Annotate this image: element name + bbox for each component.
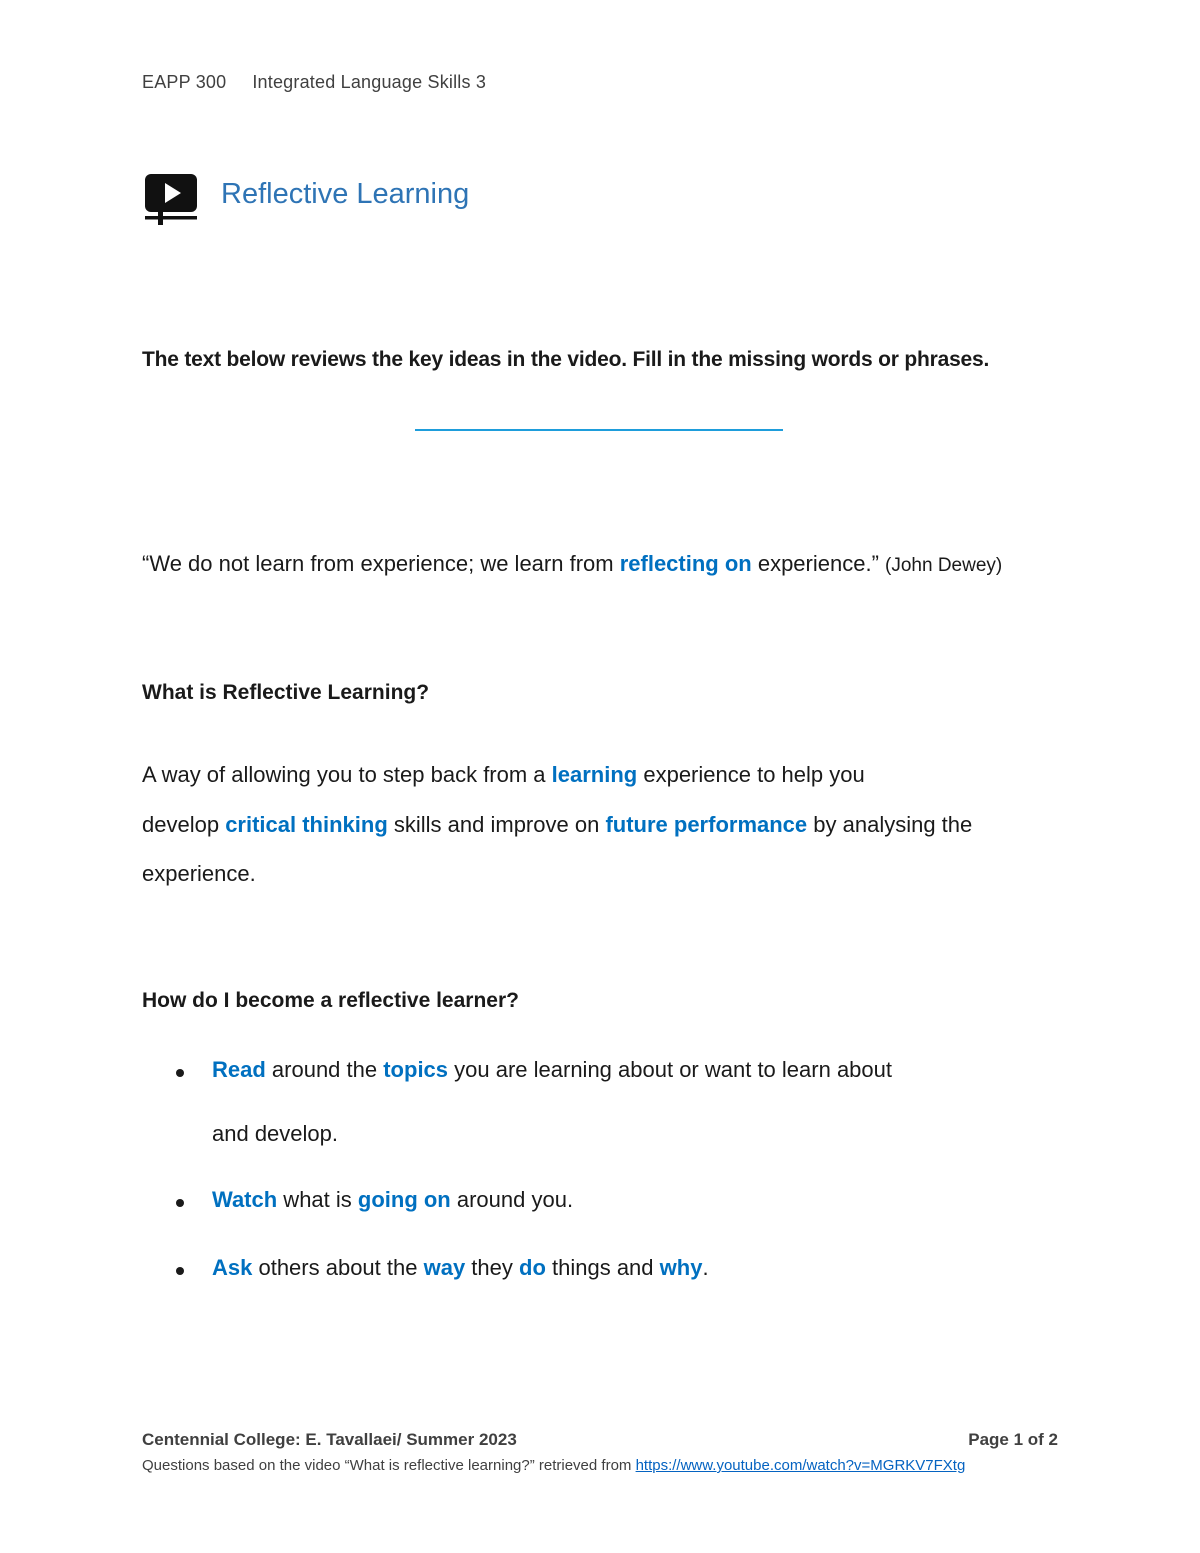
def-answer-future-performance: future performance [605, 811, 808, 837]
video-play-icon [142, 172, 200, 228]
item-text: and develop. [212, 1121, 338, 1146]
answer-topics: topics [383, 1057, 449, 1082]
item-text: . [702, 1255, 709, 1280]
item-text: around the [265, 1057, 384, 1082]
quote-attribution: (John Dewey) [885, 555, 1003, 576]
answer-why: why [659, 1255, 703, 1280]
course-code: EAPP 300 [142, 72, 227, 92]
footer-credit: Centennial College: E. Tavallaei/ Summer 2023 [142, 1430, 517, 1449]
answer-do: do [519, 1255, 546, 1280]
def-text-2: experience to help you [637, 762, 865, 787]
section-heading-what: What is Reflective Learning? [142, 681, 430, 704]
source-text: Questions based on the video “What is reflective learning?” retrieved from [142, 1457, 636, 1474]
def-text-4: skills and improve on [387, 811, 606, 837]
def-answer-critical-thinking: critical thinking [225, 811, 388, 837]
list-item-ask [176, 1255, 1076, 1281]
bullet-icon [176, 1267, 184, 1275]
item-text: others about the [252, 1255, 424, 1280]
def-text-3: develop [142, 811, 226, 837]
answer-blank-line [415, 429, 783, 431]
def-text-5: by analysing the [807, 811, 973, 837]
def-answer-learning: learning [551, 762, 638, 787]
dewey-quote [142, 551, 1002, 577]
page-title: Reflective Learning [221, 178, 470, 210]
item-text: they [465, 1255, 519, 1280]
item-text: what is [277, 1187, 358, 1212]
answer-way: way [423, 1255, 466, 1280]
answer-watch: Watch [212, 1187, 278, 1212]
definition-paragraph [142, 750, 1092, 899]
def-text-6: experience. [142, 861, 256, 886]
reflective-learner-list [176, 1057, 1076, 1281]
answer-read: Read [212, 1057, 266, 1082]
quote-text-2: experience.” [751, 551, 879, 576]
bullet-icon [176, 1199, 184, 1207]
source-link[interactable]: https://www.youtube.com/watch?v=MGRKV7FXtg [635, 1457, 966, 1474]
page-footer [142, 1430, 1058, 1450]
page-header [142, 72, 486, 93]
list-item-watch [176, 1187, 1076, 1213]
quote-text-1: “We do not learn from experience; we learn from [142, 551, 620, 576]
page-number: Page 1 of 2 [968, 1430, 1058, 1449]
bullet-icon [176, 1069, 184, 1077]
section-heading-how: How do I become a reflective learner? [142, 989, 519, 1012]
quote-answer: reflecting on [619, 551, 752, 576]
instructions: The text below reviews the key ideas in the video. Fill in the missing words or phrases. [142, 348, 990, 371]
item-text: you are learning about or want to learn about [448, 1057, 892, 1082]
def-text-1: A way of allowing you to step back from a [142, 762, 552, 787]
footer-source [142, 1457, 965, 1474]
course-name: Integrated Language Skills 3 [252, 72, 487, 92]
item-text: things and [545, 1255, 660, 1280]
answer-ask: Ask [212, 1255, 253, 1280]
answer-going-on: going on [357, 1187, 451, 1212]
list-item-read [176, 1057, 1076, 1147]
item-text: around you. [450, 1187, 574, 1212]
